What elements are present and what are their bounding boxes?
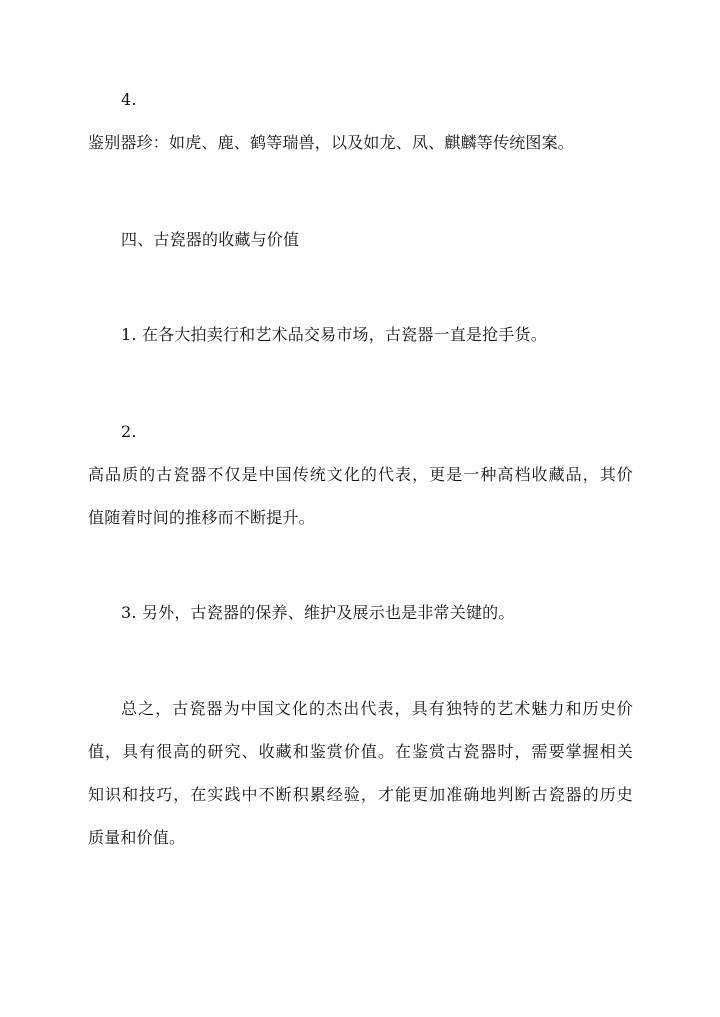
item-4-text: 鉴别器珍：如虎、鹿、鹤等瑞兽，以及如龙、凤、麒麟等传统图案。 bbox=[88, 133, 575, 152]
list-item-2-line-2: 值随着时间的推移而不断提升。 bbox=[88, 508, 315, 527]
conclusion-line-1: 总之，古瓷器为中国文化的杰出代表，具有独特的艺术魅力和历史价 bbox=[121, 699, 633, 718]
list-item-1: 1. 在各大拍卖行和艺术品交易市场，古瓷器一直是抢手货。 bbox=[121, 325, 547, 344]
section-4-heading: 四、古瓷器的收藏与价值 bbox=[121, 230, 300, 249]
conclusion-line-3: 知识和技巧，在实践中不断积累经验，才能更加准确地判断古瓷器的历史 bbox=[88, 785, 633, 804]
item-4-number: 4. bbox=[121, 90, 137, 109]
conclusion-line-2: 值，具有很高的研究、收藏和鉴赏价值。在鉴赏古瓷器时，需要掌握相关 bbox=[88, 742, 633, 761]
list-item-2-line-1: 高品质的古瓷器不仅是中国传统文化的代表，更是一种高档收藏品，其价 bbox=[88, 465, 633, 484]
list-item-3: 3. 另外，古瓷器的保养、维护及展示也是非常关键的。 bbox=[121, 603, 515, 622]
conclusion-line-4: 质量和价值。 bbox=[88, 828, 186, 847]
list-item-2-number: 2. bbox=[121, 422, 137, 441]
